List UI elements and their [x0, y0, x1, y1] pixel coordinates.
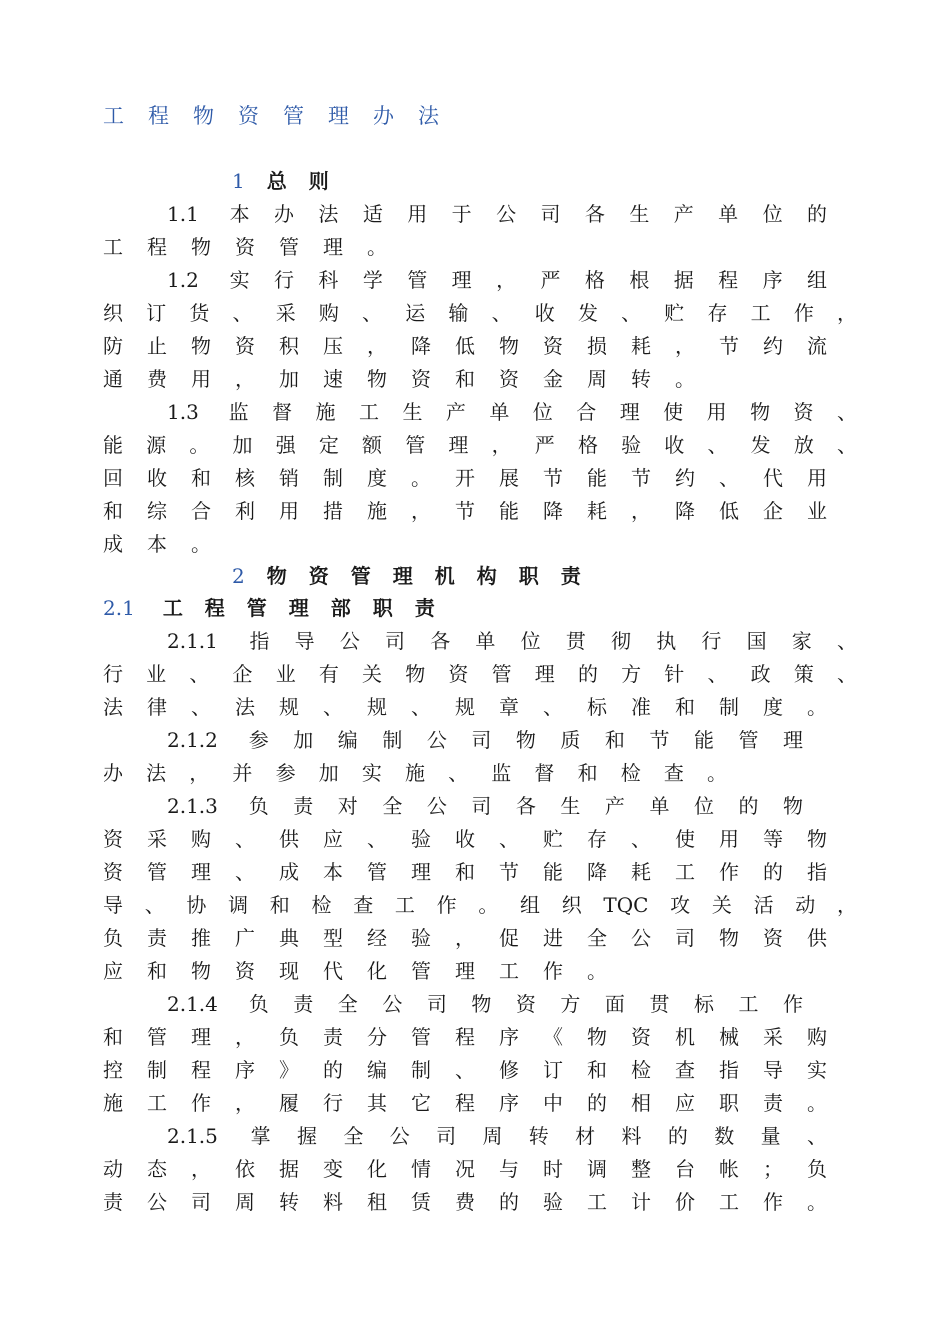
section-1-heading [232, 165, 351, 198]
paragraph-line: 负责推广典型经验，促进全公司物资供 [103, 926, 827, 950]
paragraph-line: 2.1.2 参加编制公司物质和节能管理 [167, 728, 803, 752]
paragraph-line: 2.1.1 指导公司各单位贯彻执行国家、 [167, 629, 857, 653]
section-2-1-number: 2.1 [103, 596, 135, 620]
section-1-title: 总则 [266, 169, 351, 193]
paragraph-line: 2.1.5 掌握全公司周转材料的数量、 [167, 1124, 827, 1148]
paragraph-line: 行业、企业有关物资管理的方针、政策、 [103, 662, 857, 686]
paragraph-line: 资采购、供应、验收、贮存、使用等物 [103, 827, 827, 851]
paragraph-line: 和管理，负责分管程序《物资机械采购 [103, 1025, 827, 1049]
section-2-1-title: 工程管理部职责 [162, 596, 457, 620]
paragraph-line: 责公司周转料租赁费的验工计价工作。 [103, 1190, 827, 1214]
paragraph-line: 施工作，履行其它程序中的相应职责。 [103, 1091, 827, 1115]
paragraph-line: 1.3 监督施工生产单位合理使用物资、 [167, 400, 857, 424]
paragraph-line: 通费用，加速物资和资金周转。 [103, 367, 719, 391]
paragraph-line: 织订货、采购、运输、收发、贮存工作， [103, 301, 857, 325]
paragraph-line: 防止物资积压，降低物资损耗，节约流 [103, 334, 827, 358]
paragraph-line: 应和物资现代化管理工作。 [103, 959, 631, 983]
paragraph-line: 控制程序》的编制、修订和检查指导实 [103, 1058, 827, 1082]
paragraph-line: 1.2 实行科学管理，严格根据程序组 [167, 268, 827, 292]
paragraph-line: 1.1 本办法适用于公司各生产单位的 [167, 202, 827, 226]
section-2-title: 物资管理机构职责 [266, 564, 603, 588]
document-title: 工程物资管理办法 [103, 104, 463, 128]
paragraph-line: 资管理、成本管理和节能降耗工作的指 [103, 860, 827, 884]
section-2-number: 2 [232, 564, 245, 588]
paragraph-line: 成本。 [103, 532, 235, 556]
section-2-heading [232, 560, 603, 593]
paragraph-line: 法律、法规、规、规章、标准和制度。 [103, 695, 827, 719]
paragraph-line: 动态，依据变化情况与时调整台帐；负 [103, 1157, 827, 1181]
paragraph-line: 办法，并参加实施、监督和检查。 [103, 761, 727, 785]
paragraph-line: 和综合利用措施，节能降耗，降低企业 [103, 499, 827, 523]
paragraph-line: 能源。加强定额管理，严格验收、发放、 [103, 433, 857, 457]
paragraph-line: 回收和核销制度。开展节能节约、代用 [103, 466, 827, 490]
paragraph-line: 2.1.4 负责全公司物资方面贯标工作 [167, 992, 803, 1016]
section-1-number: 1 [232, 169, 245, 193]
paragraph-line: 导、协调和检查工作。组织TQC攻关活动， [103, 893, 857, 917]
paragraph-line: 工程物资管理。 [103, 235, 411, 259]
paragraph-line: 2.1.3 负责对全公司各生产单位的物 [167, 794, 803, 818]
section-2-1-heading [103, 592, 457, 625]
